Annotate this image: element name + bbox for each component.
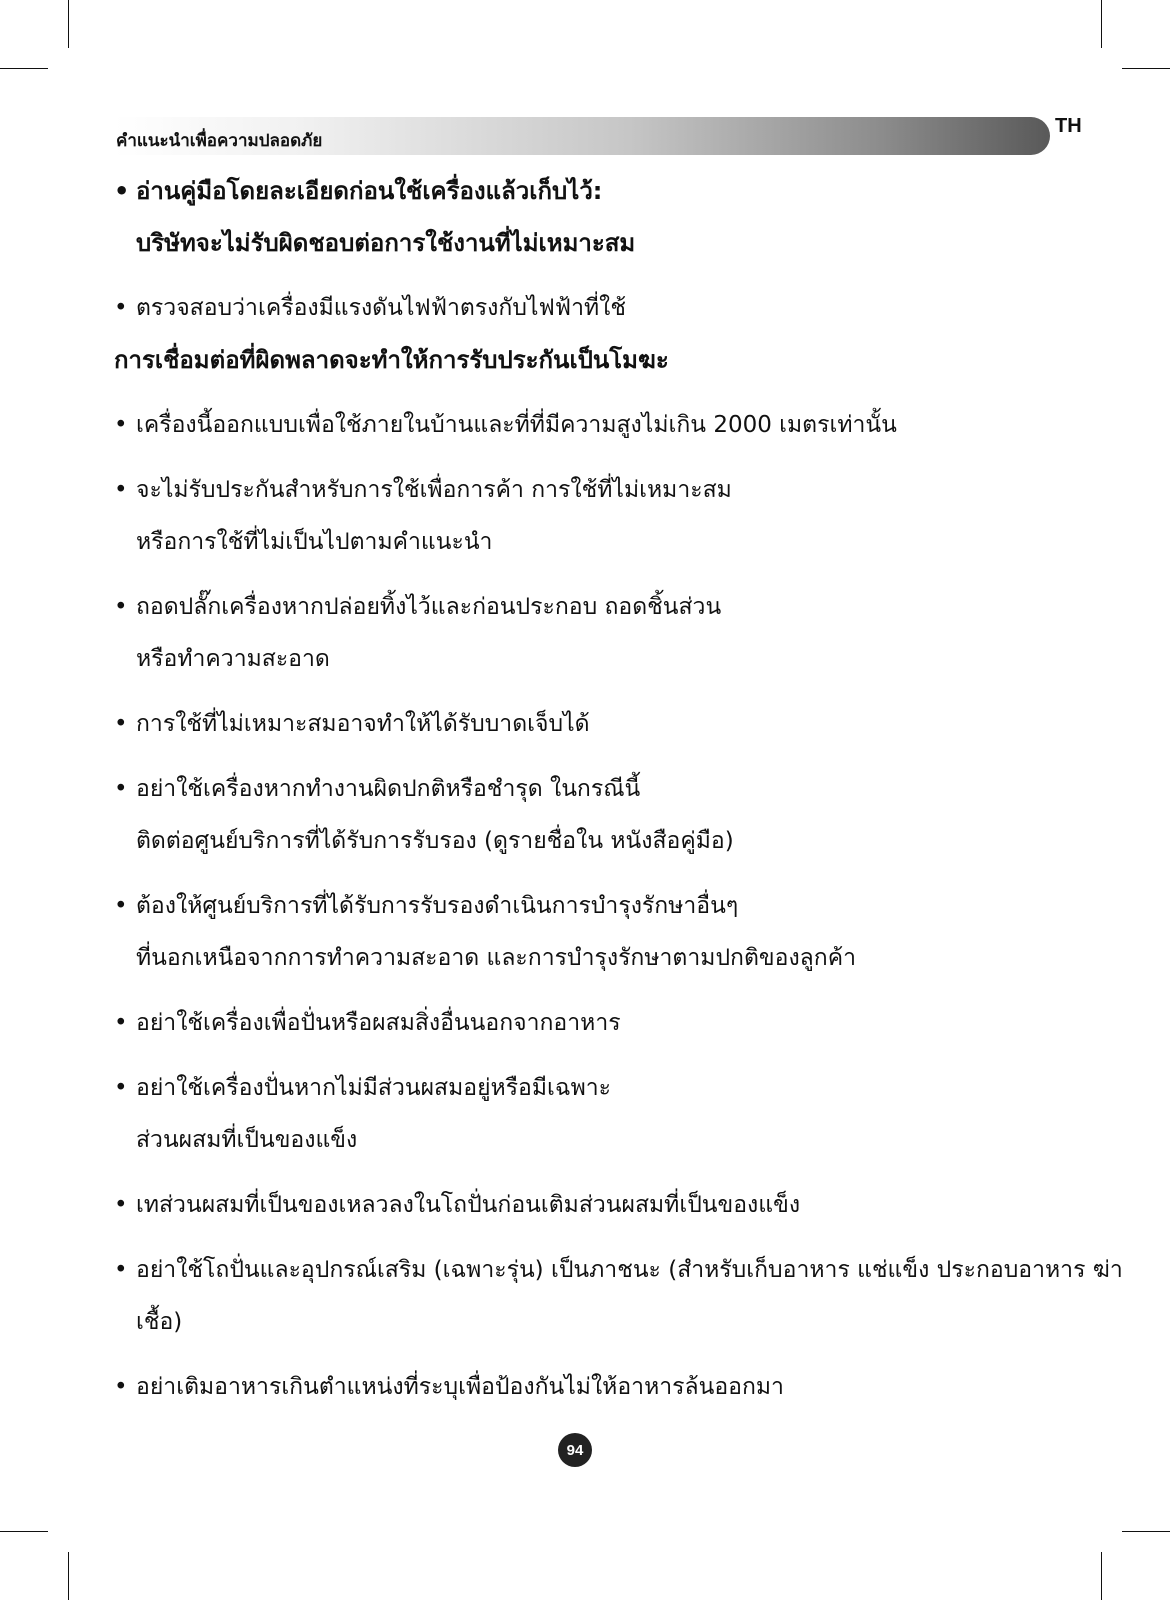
bullet: • bbox=[114, 1010, 128, 1036]
list-item-line: ที่นอกเหนือจากการทำความสะอาด และการบำรุงรักษาตามปกติของลูกค้า bbox=[136, 945, 856, 971]
list-item-line: เทส่วนผสมที่เป็นของเหลวลงในโถปั่นก่อนเติมส่วนผสมที่เป็นของแข็ง bbox=[136, 1192, 801, 1218]
bullet: • bbox=[114, 893, 128, 919]
list-item bbox=[114, 1244, 1123, 1348]
list-item bbox=[114, 763, 1044, 867]
voltage-line: ตรวจสอบว่าเครื่องมีแรงดันไฟฟ้าตรงกับไฟฟ้าที่ใช้ bbox=[136, 295, 626, 321]
crop-mark bbox=[0, 1531, 48, 1532]
bullet: • bbox=[114, 711, 128, 737]
voltage-check bbox=[114, 282, 1044, 334]
list-item-line: เครื่องนี้ออกแบบเพื่อใช้ภายในบ้านและที่ที่มีความสูงไม่เกิน 2000 เมตรเท่านั้น bbox=[136, 412, 897, 438]
section-header-bar bbox=[114, 117, 1050, 155]
instruction-list bbox=[114, 399, 1123, 1413]
list-item-line: หรือการใช้ที่ไม่เป็นไปตามคำแนะนำ bbox=[136, 529, 493, 555]
language-tag: TH bbox=[1055, 115, 1082, 137]
intro-line: อ่านคู่มือโดยละเอียดก่อนใช้เครื่องแล้วเก็บไว้: bbox=[136, 177, 603, 205]
warranty-warning: การเชื่อมต่อที่ผิดพลาดจะทำให้การรับประกันเป็นโมฆะ bbox=[114, 346, 669, 374]
list-item-line: อย่าใช้เครื่องเพื่อปั่นหรือผสมสิ่งอื่นนอกจากอาหาร bbox=[136, 1010, 621, 1036]
bullet: • bbox=[114, 1192, 128, 1218]
bullet: • bbox=[114, 412, 128, 438]
list-item bbox=[114, 698, 1044, 750]
list-item bbox=[114, 464, 1044, 568]
intro-line: บริษัทจะไม่รับผิดชอบต่อการใช้งานที่ไม่เหมาะสม bbox=[136, 229, 636, 257]
bullet: • bbox=[114, 1257, 128, 1283]
crop-mark bbox=[1122, 1531, 1170, 1532]
list-item-line: อย่าใช้เครื่องหากทำงานผิดปกติหรือชำรุด ในกรณีนี้ bbox=[136, 776, 641, 802]
crop-mark bbox=[0, 68, 48, 69]
list-item-line: ส่วนผสมที่เป็นของแข็ง bbox=[136, 1127, 358, 1153]
list-item bbox=[114, 1361, 1044, 1413]
list-item-line: อย่าใช้โถปั่นและอุปกรณ์เสริม (เฉพาะรุ่น) เป็นภาชนะ (สำหรับเก็บอาหาร แช่แข็ง ประกอบอาหาร ฆ่า bbox=[136, 1257, 1123, 1283]
list-item bbox=[114, 581, 1044, 685]
page-number: 94 bbox=[558, 1433, 592, 1467]
bullet: • bbox=[114, 1374, 128, 1400]
list-item-line: การใช้ที่ไม่เหมาะสมอาจทำให้ได้รับบาดเจ็บได้ bbox=[136, 711, 590, 737]
crop-mark bbox=[1101, 0, 1102, 48]
crop-mark bbox=[1122, 68, 1170, 69]
list-item-line: ติดต่อศูนย์บริการที่ได้รับการรับรอง (ดูรายชื่อใน หนังสือคู่มือ) bbox=[136, 828, 734, 854]
crop-mark bbox=[1101, 1552, 1102, 1600]
list-item-line: จะไม่รับประกันสำหรับการใช้เพื่อการค้า การใช้ที่ไม่เหมาะสม bbox=[136, 477, 732, 503]
bullet: • bbox=[114, 477, 128, 503]
bullet: • bbox=[114, 776, 128, 802]
list-item-line: เชื้อ) bbox=[136, 1309, 183, 1335]
section-title: คำแนะนำเพื่อความปลอดภัย bbox=[116, 131, 323, 151]
list-item-line: อย่าใช้เครื่องปั่นหากไม่มีส่วนผสมอยู่หรือมีเฉพาะ bbox=[136, 1075, 611, 1101]
bullet: • bbox=[114, 1075, 128, 1101]
list-item-line: ต้องให้ศูนย์บริการที่ได้รับการรับรองดำเนินการบำรุงรักษาอื่นๆ bbox=[136, 893, 739, 919]
safety-instructions bbox=[114, 165, 1123, 1413]
intro-notice bbox=[114, 165, 1044, 269]
bullet: • bbox=[114, 177, 130, 205]
list-item-line: หรือทำความสะอาด bbox=[136, 646, 330, 672]
bullet: • bbox=[114, 594, 128, 620]
list-item bbox=[114, 1062, 1044, 1166]
crop-mark bbox=[68, 1552, 69, 1600]
list-item bbox=[114, 997, 1044, 1049]
bullet: • bbox=[114, 295, 128, 321]
list-item bbox=[114, 399, 1044, 451]
list-item-line: ถอดปลั๊กเครื่องหากปล่อยทิ้งไว้และก่อนประกอบ ถอดชิ้นส่วน bbox=[136, 594, 722, 620]
list-item bbox=[114, 1179, 1044, 1231]
crop-mark bbox=[68, 0, 69, 48]
list-item-line: อย่าเติมอาหารเกินตำแหน่งที่ระบุเพื่อป้องกันไม่ให้อาหารล้นออกมา bbox=[136, 1374, 784, 1400]
list-item bbox=[114, 880, 1044, 984]
